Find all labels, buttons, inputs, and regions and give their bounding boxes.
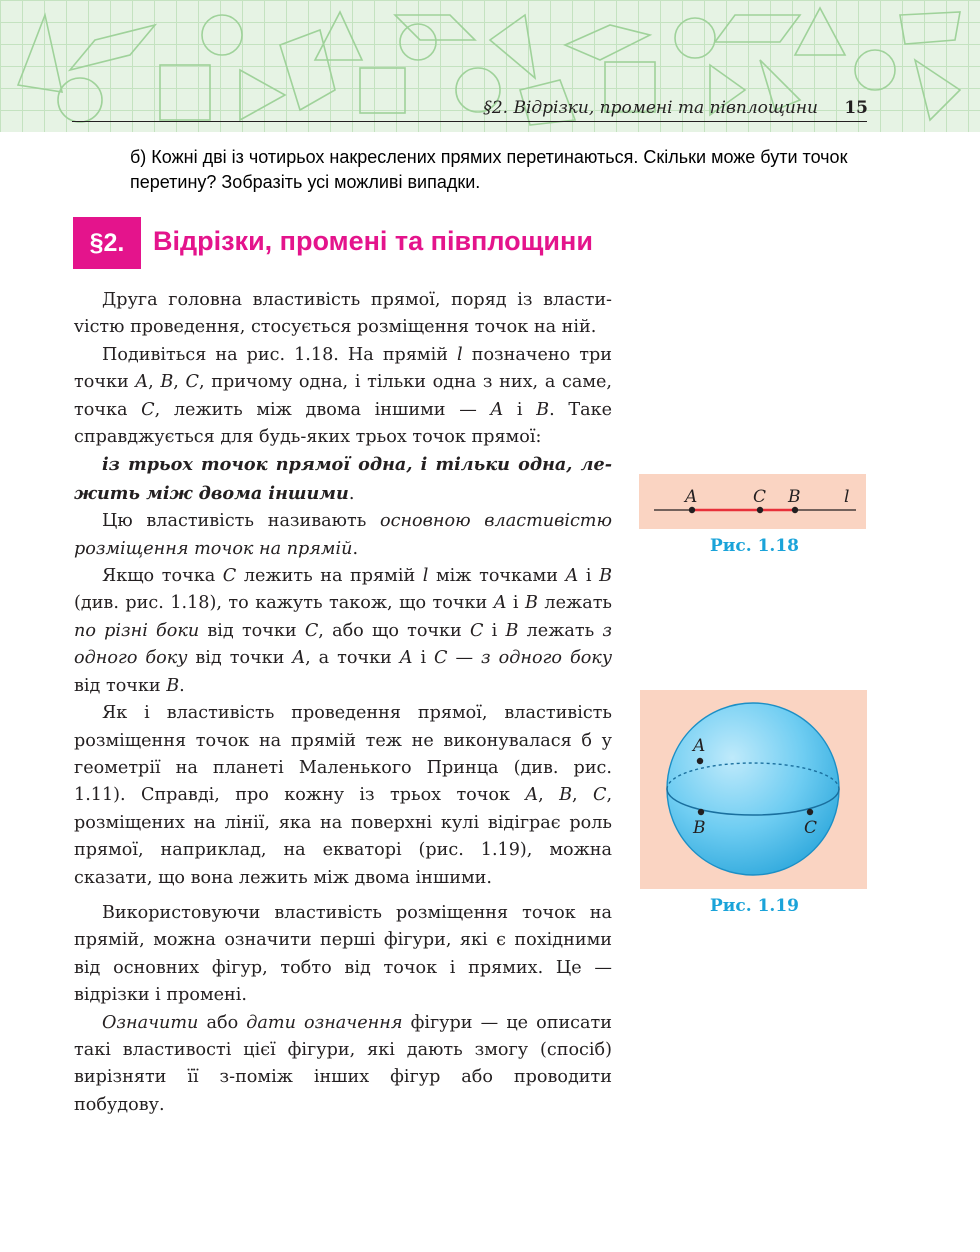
page-number: 15 (844, 98, 868, 118)
label-a: A (685, 487, 698, 507)
label-l: l (844, 487, 850, 507)
figure-1-18-caption: Рис. 1.18 (710, 536, 799, 556)
label-b: B (693, 818, 706, 838)
header-rule (72, 121, 867, 122)
figure-1-19-panel (640, 690, 867, 889)
header-decoration (0, 0, 980, 132)
figure-1-19-caption: Рис. 1.19 (710, 896, 799, 916)
label-c: C (753, 487, 767, 507)
paragraph-6: Як і властивість проведення прямої, властивість розміщення точок на прямій теж не виконувалася б у геометрії на планеті Маленького Принца (див. рис. 1.11). Справді, про кожну із трьох точок A, B, C, розміщених на лінії, яка на поверхні кулі відіграє роль прямої, наприклад, на екваторі (рис. 1.19), можна сказати, що вона лежить між двома іншими. (74, 703, 613, 888)
label-a: A (693, 736, 706, 756)
figure-1-18-panel (639, 474, 866, 529)
point-c (757, 507, 763, 513)
section-number-badge: §2. (73, 217, 141, 269)
paragraph-4: Цю властивість називають основною властивістю розміщення точок на прямій. (74, 511, 612, 559)
point-c (807, 809, 813, 815)
paragraph-2: Подивіться на рис. 1.18. На прямій l позначено три точки A, B, C, причому одна, і тільки одна з них, а саме, точка C, лежить між двома іншими — A і B. Таке справджується для будь-яких трьох точок прямої: (74, 344, 613, 448)
sphere-diagram (640, 690, 867, 889)
label-c: C (804, 818, 818, 838)
paragraph-8: Означити або дати означення фігури — це описати такі властивості цієї фігури, які дають змогу (спосіб) вирізняти її з-поміж інших фігур або проводити побудову. (74, 1012, 612, 1115)
point-b (792, 507, 798, 513)
label-b: B (788, 487, 801, 507)
paragraph-7: Використовуючи властивість розміщення точок на прямій, можна означити перші фігури, які є похідними від основних фігур, тобто від точок і прямих. Це — відрізки і промені. (74, 902, 612, 1006)
exercise-text: б) Кожні дві із чотирьох накреслених прямих перетинаються. Скільки може бути точок перетину? Зобразіть усі можливі випадки. (130, 147, 848, 192)
body-text (74, 287, 612, 1119)
point-a (689, 507, 695, 513)
paragraph-1: Друга головна властивість прямої, поряд із властиvістю проведення, стосується розміщення точок на ній. (74, 290, 612, 338)
paragraph-5: Якщо точка C лежить на прямій l між точками A і B (див. рис. 1.18), то кажуть також, що точки A і B лежать по різні боки від точки C, або що точки C і B лежать з одного боку від точки A, а точки A і C — з одного боку від точки B. (74, 566, 613, 696)
point-a (697, 758, 703, 764)
running-title: §2. Відрізки, промені та півплощини (483, 98, 818, 118)
paragraph-3-property: із трьох точок прямої одна, і тільки одна, лежить між двома іншими. (74, 454, 612, 504)
point-b (698, 809, 704, 815)
section-title: Відрізки, промені та півплощини (153, 226, 593, 256)
sphere (667, 703, 839, 875)
